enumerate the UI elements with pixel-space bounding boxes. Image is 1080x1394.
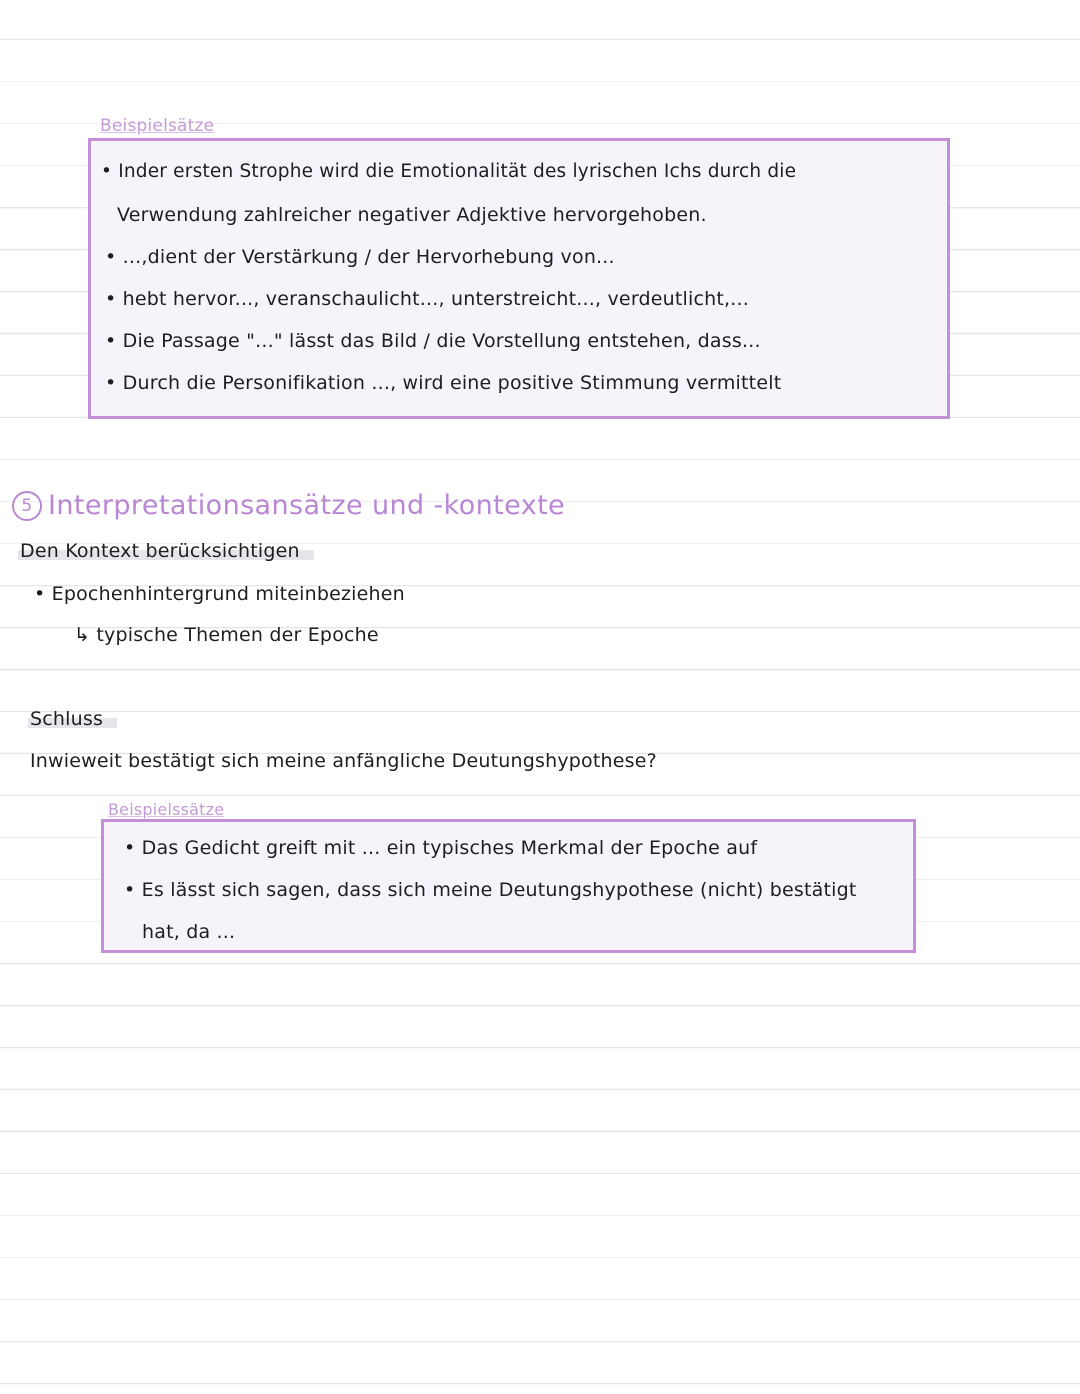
box1-line-4: • hebt hervor..., veranschaulicht..., unterstreicht..., verdeutlicht,... xyxy=(105,288,749,310)
box1-line-6: • Durch die Personifikation ..., wird eine positive Stimmung vermittelt xyxy=(105,372,782,394)
box1-line-5: • Die Passage "..." lässt das Bild / die Vorstellung entstehen, dass... xyxy=(105,330,761,352)
schluss-question: Inwieweit bestätigt sich meine anfängliche Deutungshypothese? xyxy=(30,750,657,772)
box1-line-2: Verwendung zahlreicher negativer Adjektive hervorgehoben. xyxy=(117,204,707,226)
section-number-badge: 5 xyxy=(12,491,42,521)
kontext-heading: Den Kontext berücksichtigen xyxy=(18,540,314,562)
box2-line-1: • Das Gedicht greift mit ... ein typisches Merkmal der Epoche auf xyxy=(124,837,758,859)
example-sentences-box-1 xyxy=(88,138,950,419)
box1-line-3: • ...,dient der Verstärkung / der Hervorhebung von... xyxy=(105,246,615,268)
box1-title: Beispielsätze xyxy=(100,116,215,136)
box2-title: Beispielssätze xyxy=(108,800,225,819)
section-5-heading xyxy=(12,490,565,521)
kontext-bullet: • Epochenhintergrund miteinbeziehen xyxy=(34,583,405,605)
box2-line-2: • Es lässt sich sagen, dass sich meine Deutungshypothese (nicht) bestätigt xyxy=(124,879,857,901)
kontext-sub-point: ↳ typische Themen der Epoche xyxy=(74,624,379,646)
example-sentences-box-2 xyxy=(101,819,916,953)
section-5-title: Interpretationsansätze und -kontexte xyxy=(48,490,566,521)
box2-line-3: hat, da ... xyxy=(142,921,236,943)
box1-line-1: • Inder ersten Strophe wird die Emotionalität des lyrischen Ichs durch die xyxy=(101,161,797,182)
schluss-heading: Schluss xyxy=(28,708,117,730)
